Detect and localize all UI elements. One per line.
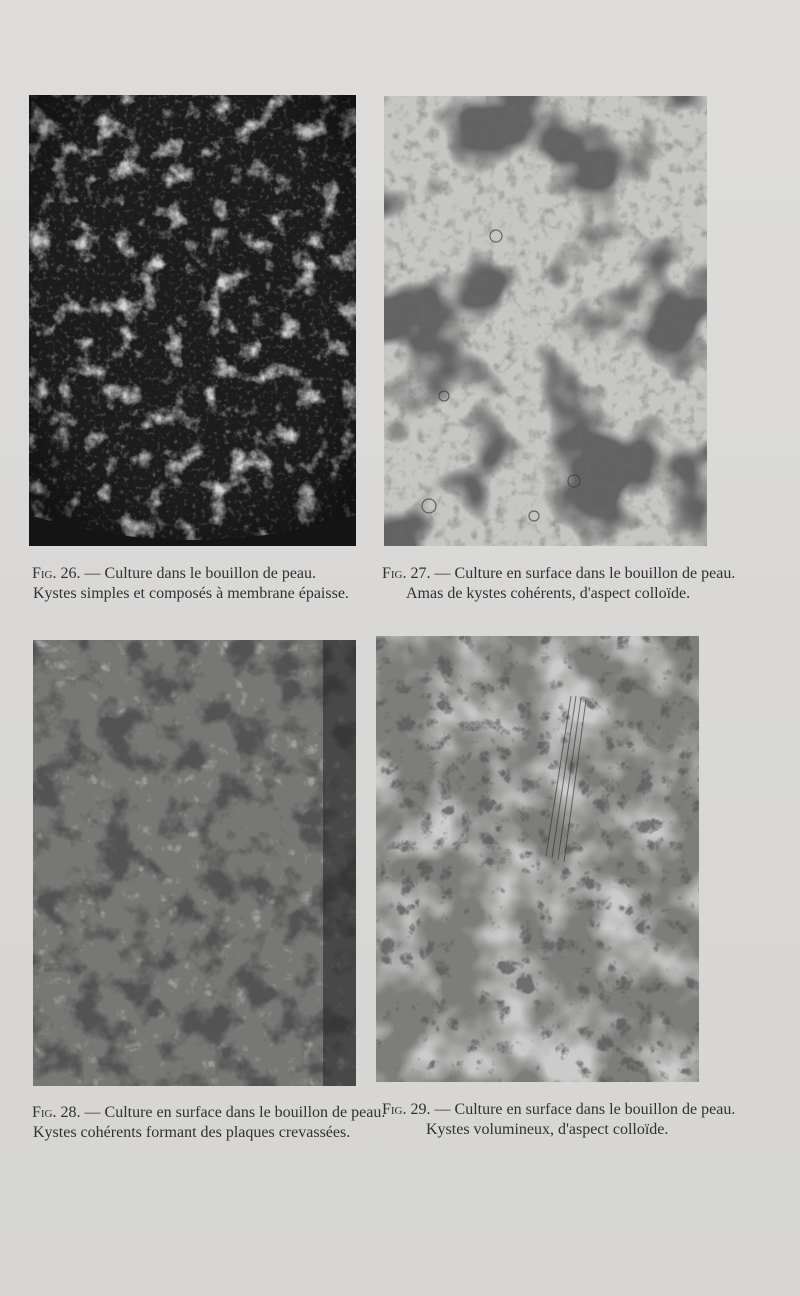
micrograph-fig-26 (29, 95, 356, 546)
figure-number: Fig. 26. (32, 565, 81, 582)
caption-fig-27 (382, 564, 735, 604)
micrograph-fig-27 (384, 96, 707, 546)
figure-number: Fig. 29. (382, 1101, 431, 1118)
caption-description: Amas de kystes cohérents, d'aspect colloïde. (406, 585, 691, 602)
micrograph-fig-28 (33, 640, 356, 1086)
caption-title: — Culture en surface dans le bouillon de peau. (434, 565, 736, 582)
caption-title: — Culture en surface dans le bouillon de peau. (434, 1101, 736, 1118)
caption-description: Kystes volumineux, d'aspect colloïde. (426, 1121, 669, 1138)
caption-title: — Culture dans le bouillon de peau. (84, 565, 317, 582)
caption-fig-29 (382, 1100, 735, 1140)
figure-number: Fig. 28. (32, 1104, 81, 1121)
caption-description: Kystes cohérents formant des plaques crevassées. (33, 1124, 351, 1141)
caption-description: Kystes simples et composés à membrane épaisse. (33, 585, 349, 602)
figure-number: Fig. 27. (382, 565, 431, 582)
micrograph-fig-29 (376, 636, 699, 1082)
caption-fig-28 (32, 1103, 385, 1143)
caption-title: — Culture en surface dans le bouillon de peau. (84, 1104, 386, 1121)
caption-fig-26 (32, 564, 349, 604)
